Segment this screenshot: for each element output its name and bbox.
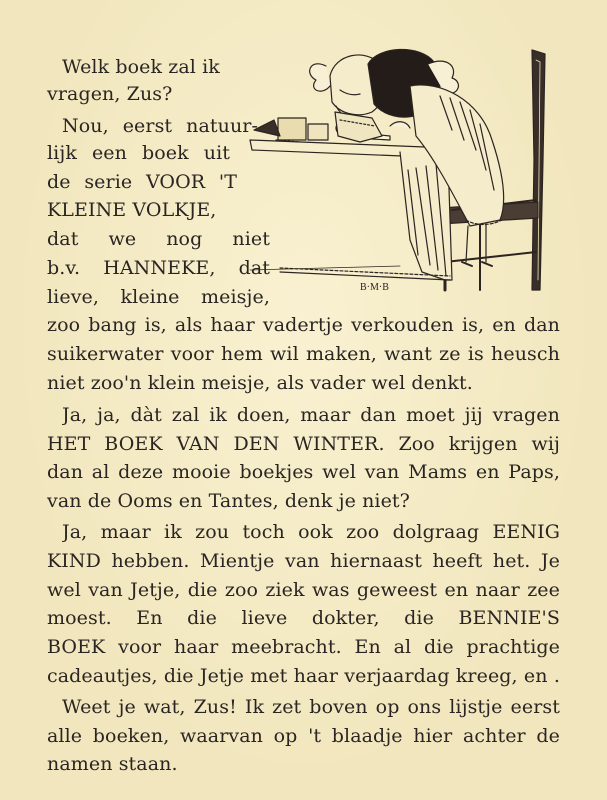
text-line-16: van de Ooms en Tantes, denk je niet?: [47, 490, 410, 512]
text-line-4: lijk een boek uit: [47, 142, 230, 164]
text-line-7: dat we nog niet: [47, 228, 270, 250]
illustration-signature: B·M·B: [360, 282, 389, 293]
text-line-18: KIND hebben. Mientje van hiernaast heeft het. Je: [47, 550, 560, 572]
text-line-17: Ja, maar ik zou toch ook zoo dolgraag EENIG: [62, 521, 560, 543]
text-line-20: moest. En die lieve dokter, die BENNIE'S: [47, 607, 560, 629]
text-line-9: lieve, kleine meisje,: [47, 286, 270, 308]
text-line-11: suikerwater voor hem wil maken, want ze is heusch: [47, 343, 560, 365]
text-line-5: de serie VOOR 'T: [47, 171, 237, 193]
text-line-1: Welk boek zal ik: [62, 56, 220, 78]
text-line-24: alle boeken, waarvan op 't blaadje hier achter de: [47, 725, 560, 747]
text-line-22: cadeautjes, die Jetje met haar verjaardag kreeg, en .: [47, 665, 560, 687]
children-at-table-illustration-icon: [240, 40, 565, 315]
text-line-19: wel van Jetje, die zoo ziek was geweest en naar zee: [47, 579, 560, 601]
text-line-25: namen staan.: [47, 753, 178, 775]
text-line-13: Ja, ja, dàt zal ik doen, maar dan moet jij vragen: [62, 404, 560, 426]
text-line-8: b.v. HANNEKE, dat: [47, 257, 270, 279]
text-line-6: KLEINE VOLKJE,: [47, 199, 217, 221]
text-line-15: dan al deze mooie boekjes wel van Mams en Paps,: [47, 461, 560, 483]
text-line-21: BOEK voor haar meebracht. En al die prachtige: [47, 636, 560, 658]
text-line-2: vragen, Zus?: [47, 83, 173, 105]
text-line-14: HET BOEK VAN DEN WINTER. Zoo krijgen wij: [47, 433, 560, 455]
text-line-23: Weet je wat, Zus! Ik zet boven op ons lijstje eerst: [62, 696, 560, 718]
text-line-3: Nou, eerst natuur-: [62, 115, 258, 137]
text-line-10: zoo bang is, als haar vadertje verkouden is, en dan: [47, 314, 560, 336]
text-line-12: niet zoo'n klein meisje, als vader wel denkt.: [47, 372, 473, 394]
